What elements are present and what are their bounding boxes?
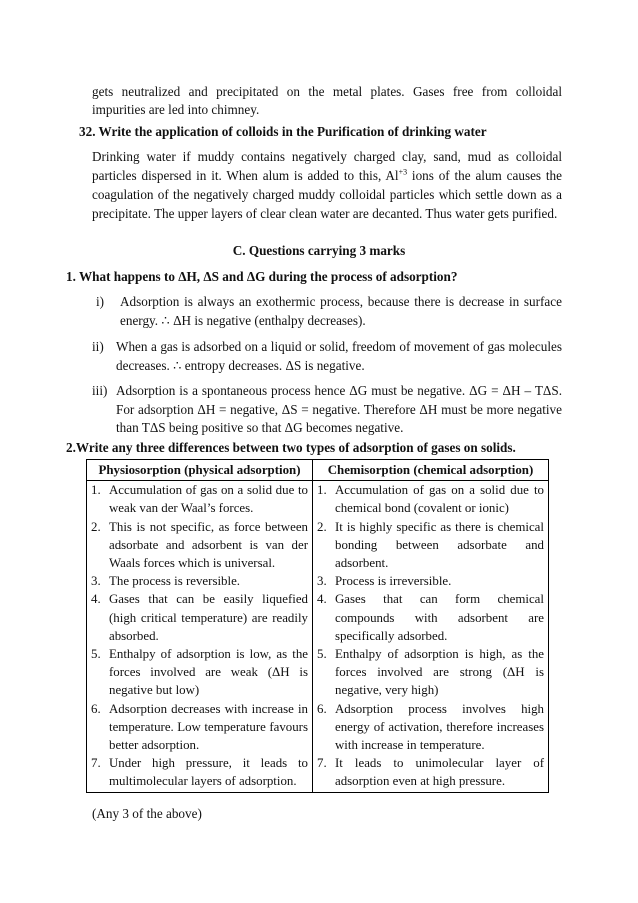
q1-point-2-number: ii) [92, 339, 104, 354]
list-number: 1. [317, 483, 327, 498]
q1-point-3-number: iii) [92, 383, 108, 398]
any-three-note: (Any 3 of the above) [92, 806, 202, 821]
q1-title: 1. What happens to ΔH, ΔS and ΔG during the process of adsorption? [66, 269, 458, 284]
q1-point-1-number: i) [96, 294, 105, 309]
list-number: 7. [317, 756, 327, 771]
chemisorption-cell [313, 481, 549, 792]
list-number: 3. [317, 574, 327, 589]
list-number: 6. [317, 701, 327, 716]
physisorption-item-4 [91, 590, 308, 645]
al-charge-superscript: +3 [398, 167, 408, 177]
physisorption-item-1 [91, 481, 308, 517]
list-number: 4. [91, 592, 101, 607]
list-number: 3. [91, 574, 101, 589]
list-text: Gases that can form chemical compounds with adsorbent are specifically adsorbed. [335, 592, 544, 643]
q32-answer [92, 147, 562, 223]
chemisorption-item-1 [317, 481, 544, 517]
list-text: Gases that can be easily liquefied (high critical temperature) are readily absorbed. [109, 592, 308, 643]
list-number: 4. [317, 592, 327, 607]
list-text: It leads to unimolecular layer of adsorption even at high pressure. [335, 756, 544, 789]
header-chemisorption: Chemisorption (chemical adsorption) [313, 460, 549, 481]
list-number: 2. [317, 519, 327, 534]
physisorption-cell [87, 481, 313, 792]
chemisorption-item-5 [317, 645, 544, 700]
list-number: 1. [91, 483, 101, 498]
list-number: 7. [91, 756, 101, 771]
q1-point-2 [92, 338, 562, 375]
list-text: Enthalpy of adsorption is low, as the forces involved are weak (ΔH is negative but low) [109, 647, 308, 698]
physisorption-item-3 [91, 572, 308, 590]
table-row [87, 481, 549, 792]
q32-answer-part-2: ions of the alum causes the coagulation of the negatively charged muddy colloidal particles which settle down as a precipitate. The upper layers of clear clean water are decanted. Thus water gets purified. [92, 168, 562, 221]
chemisorption-item-7 [317, 754, 544, 790]
list-text: It is highly specific as there is chemical bonding between adsorbate and adsorbent. [335, 519, 544, 571]
q32-title: 32. Write the application of colloids in the Purification of drinking water [79, 124, 487, 139]
list-text: The process is reversible. [109, 574, 241, 589]
chemisorption-item-2 [317, 518, 544, 573]
list-text: Enthalpy of adsorption is high, as the forces involved are strong (ΔH is negative, very high) [335, 647, 544, 698]
list-text: Process is irreversible. [335, 574, 452, 589]
list-text: Adsorption process involves high energy of activation, therefore increases with increase in temperature. [335, 701, 544, 753]
physisorption-item-6 [91, 700, 308, 755]
header-physisorption: Physiosorption (physical adsorption) [87, 460, 313, 481]
q32-answer-part-1: Drinking water if muddy contains negatively charged clay, sand, mud as colloidal particles dispersed in it. When alum is added to this, Al [92, 149, 562, 183]
list-text: Accumulation of gas on a solid due to chemical bond (covalent or ionic) [335, 483, 544, 516]
q1-point-3 [92, 382, 562, 438]
intro-line-1: gets neutralized and precipitated on the metal plates. Gases free from colloidal [92, 84, 562, 99]
physisorption-item-7 [91, 754, 308, 790]
adsorption-comparison-table [86, 459, 549, 793]
list-number: 5. [91, 647, 101, 662]
q1-point-3-text: Adsorption is a spontaneous process hence ΔG must be negative. ΔG = ΔH – TΔS. For adsorption ΔH = negative, ΔS = negative. Therefore ΔH must be more negative than TΔS being positive so that ΔG becomes negative. [116, 383, 562, 435]
table-header-row [87, 460, 549, 481]
list-text: This is not specific, as force between adsorbate and adsorbent is van der Waals forces which is universal. [109, 519, 308, 571]
list-text: Under high pressure, it leads to multimolecular layers of adsorption. [109, 756, 308, 789]
physisorption-item-5 [91, 645, 308, 700]
chemisorption-item-3 [317, 572, 544, 590]
list-text: Adsorption decreases with increase in temperature. Low temperature favours better adsorption. [109, 701, 308, 753]
q1-point-1-text: Adsorption is always an exothermic process, because there is decrease in surface energy. ∴ ΔH is negative (enthalpy decreases). [120, 294, 562, 328]
chemisorption-item-6 [317, 700, 544, 755]
section-c-title: C. Questions carrying 3 marks [232, 243, 406, 258]
list-number: 6. [91, 701, 101, 716]
physisorption-item-2 [91, 518, 308, 573]
list-number: 5. [317, 647, 327, 662]
q1-point-2-text: When a gas is adsorbed on a liquid or solid, freedom of movement of gas molecules decreases. ∴ entropy decreases. ΔS is negative. [116, 339, 562, 373]
q1-point-1 [96, 293, 562, 330]
list-text: Accumulation of gas on a solid due to weak van der Waal’s forces. [109, 483, 308, 516]
chemisorption-item-4 [317, 590, 544, 645]
q2-title: 2.Write any three differences between two types of adsorption of gases on solids. [66, 440, 516, 455]
intro-line-2: impurities are led into chimney. [92, 102, 260, 117]
list-number: 2. [91, 519, 101, 534]
